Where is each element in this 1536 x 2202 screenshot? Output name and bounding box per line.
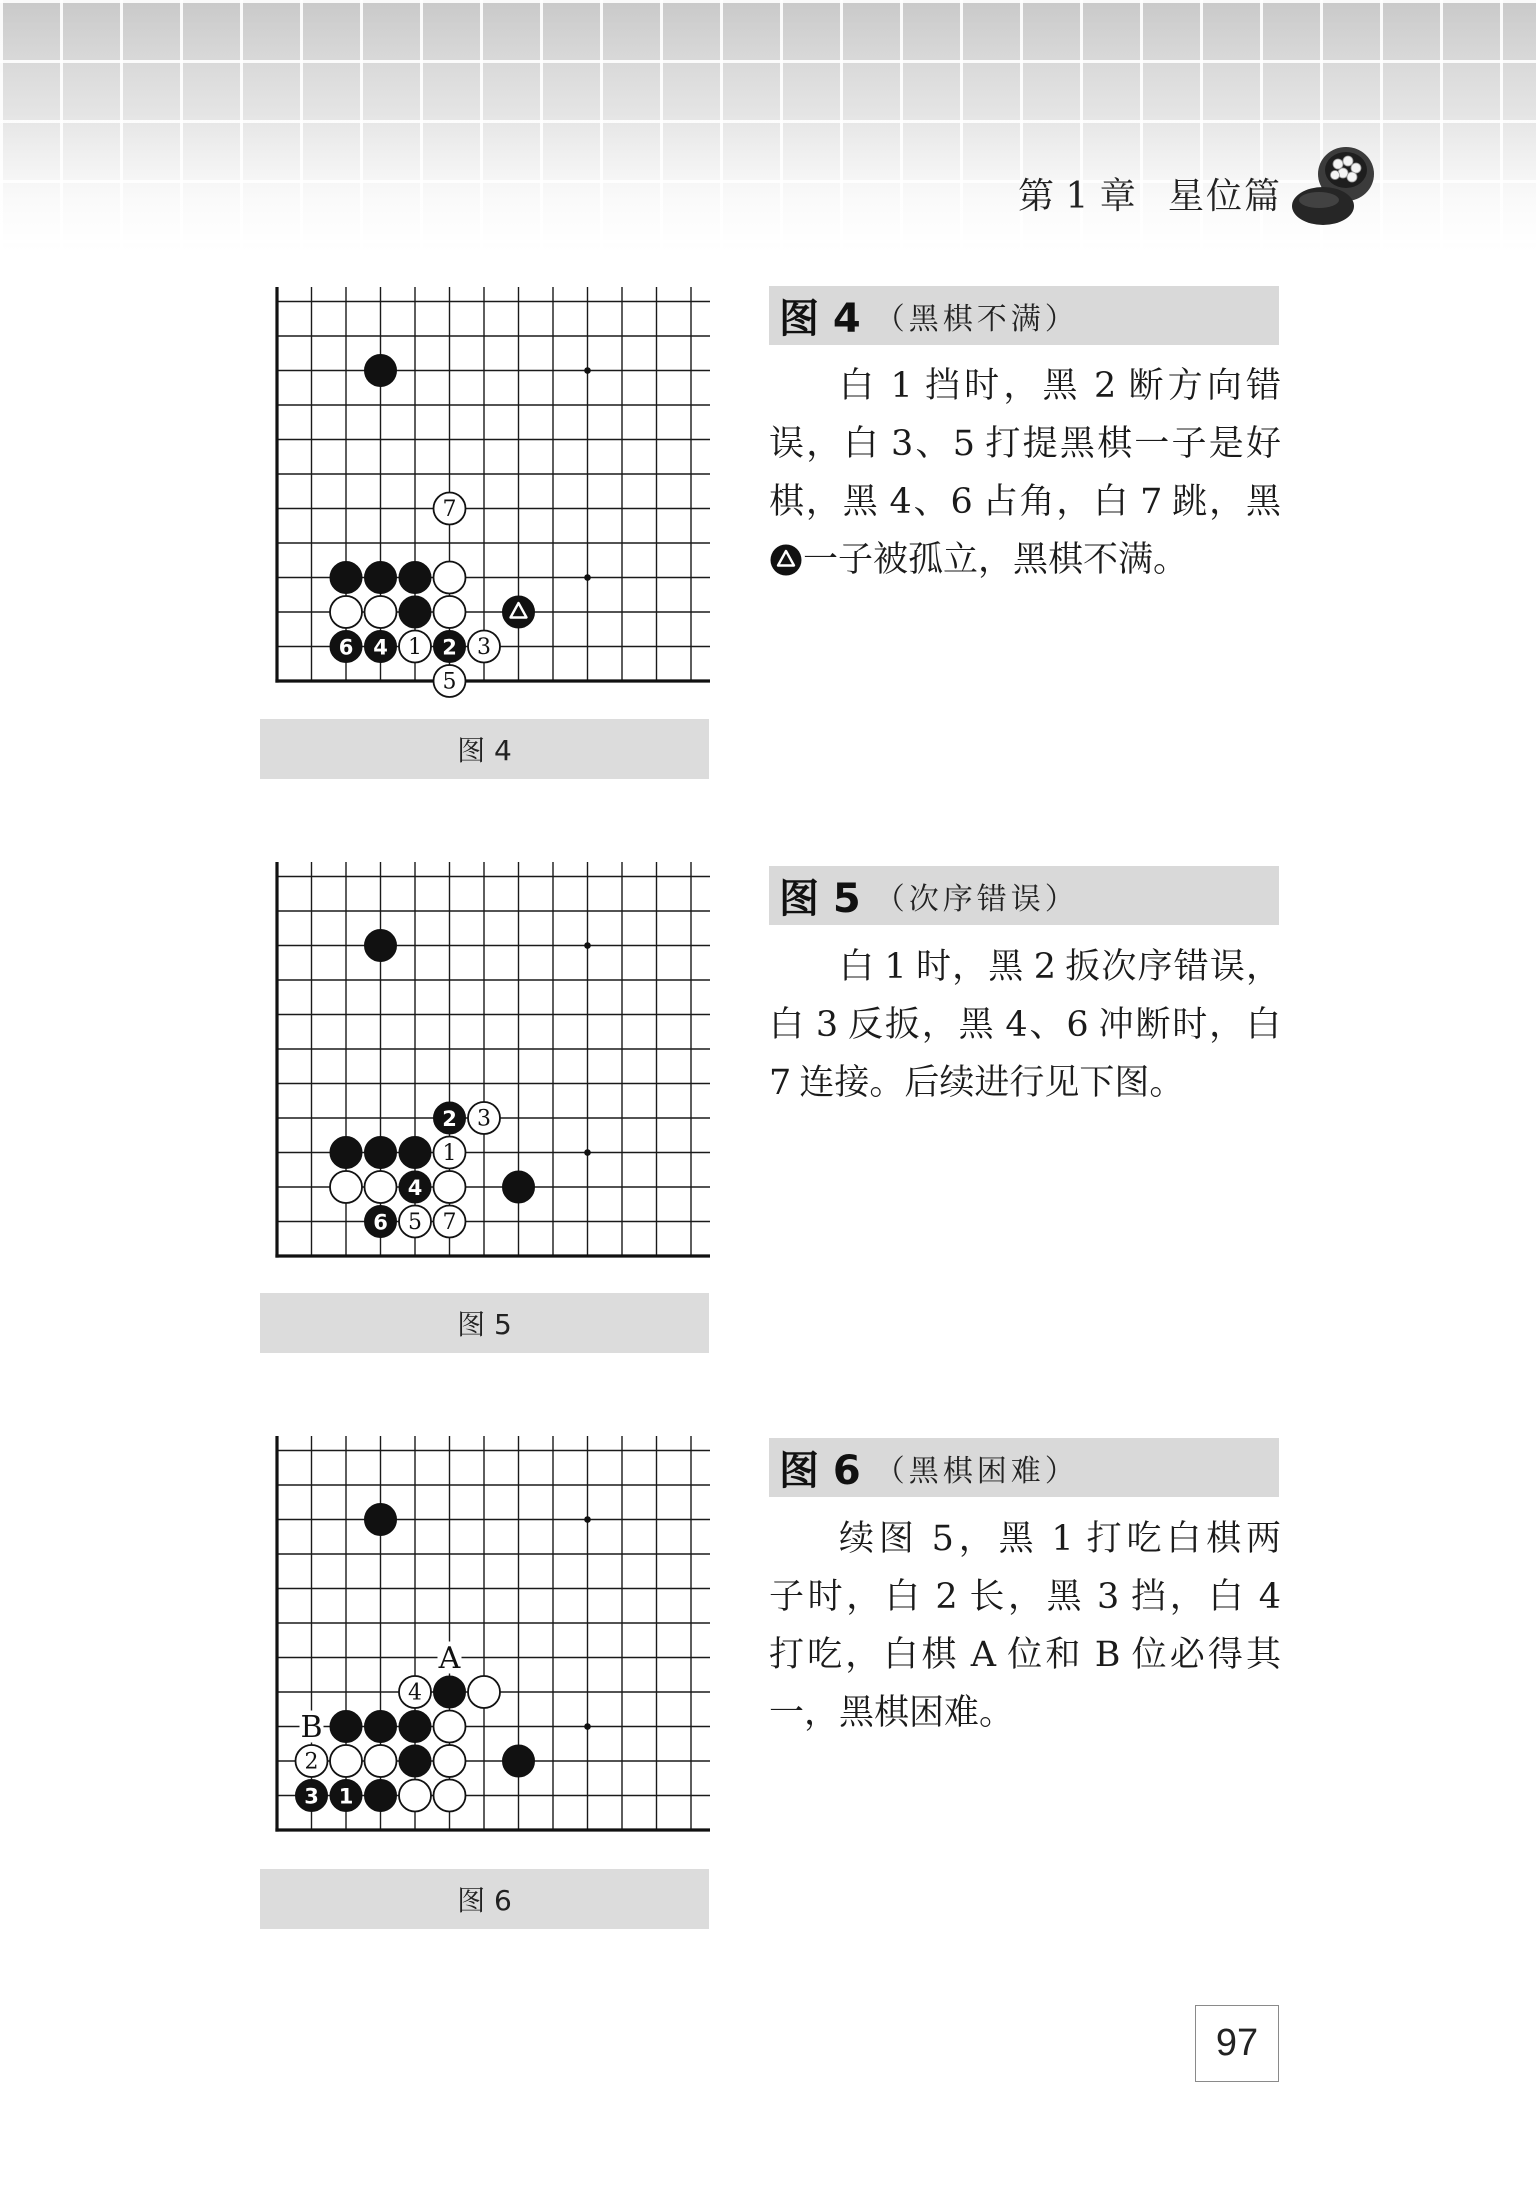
page-number [1195,2005,1279,2082]
text-line: 打吃，白棋 A 位和 B 位必得其 [769,1635,1281,1675]
move-number: 4 [407,1176,423,1200]
move-number: 3 [477,635,491,660]
chapter-title: 星位篇 [1168,176,1283,217]
figure-heading-note: （黑棋困难） [874,1453,1079,1489]
text-line [769,531,1281,589]
black-stone [365,1504,397,1536]
point-label-B: B [300,1710,323,1745]
move-number: 1 [442,1141,457,1166]
text-line: 白 3 反扳，黑 4、6 冲断时，白 [769,1005,1281,1045]
figure-heading-label: 图 5 [779,876,861,922]
star-point [584,1516,591,1523]
move-number: 2 [442,1107,457,1131]
move-number: 2 [304,1749,319,1775]
white-stone [434,1780,466,1812]
black-stone [399,1137,431,1169]
white-stone [434,1745,466,1777]
white-stone [330,1171,362,1203]
black-stone [365,562,397,594]
white-stone [330,596,362,628]
move-number: 7 [442,1210,457,1235]
star-point [584,1149,591,1156]
move-number: 6 [373,1210,388,1235]
figure-heading-label: 图 4 [779,296,861,342]
page-header [0,0,1536,253]
text-line: 白 1 时，黑 2 扳次序错误， [839,947,1281,987]
black-stone [365,1137,397,1169]
go-board-diagram [253,858,717,1278]
black-stone [330,562,362,594]
move-number: 1 [408,635,422,660]
figure-caption [260,1293,709,1353]
figure-caption [260,1869,709,1929]
text-line-content: 一子被孤立，黑棋不满。 [803,540,1189,580]
black-stone [365,355,397,387]
white-stone [434,1711,466,1743]
black-stone [434,1676,466,1708]
figure-heading [769,286,1279,345]
figure-heading-note: （次序错误） [874,881,1079,917]
black-stone [365,1780,397,1812]
white-stone [468,1676,500,1708]
black-stone [365,1711,397,1743]
move-number: 6 [338,635,354,660]
move-number: 1 [338,1784,354,1809]
black-stone [330,1711,362,1743]
figure-caption-text: 图 5 [457,1308,512,1341]
star-point [584,574,591,581]
text-line: 子时，白 2 长，黑 3 挡，白 4 [769,1577,1281,1617]
go-stone-bowl-icon [1290,138,1376,228]
figure-description [769,357,1281,589]
figure-caption-text: 图 4 [457,734,512,767]
move-number: 4 [373,635,388,660]
white-stone [365,596,397,628]
text-line: 一，黑棋困难。 [769,1693,1015,1733]
move-number: 2 [442,635,457,660]
text-line: 棋，黑 4、6 占角，白 7 跳，黑 [769,482,1281,522]
black-stone [399,596,431,628]
text-line: 续图 5，黑 1 打吃白棋两 [839,1519,1281,1559]
chapter-number: 第 1 章 [1018,176,1136,217]
figure-caption [260,719,709,779]
white-stone [434,1171,466,1203]
white-stone [434,562,466,594]
black-stone [365,930,397,962]
text-line: 7 连接。后续进行见下图。 [769,1063,1185,1103]
figure-heading-label: 图 6 [779,1448,861,1494]
move-number: 7 [442,497,457,522]
figure-description [769,938,1281,1112]
move-number: 4 [408,1680,422,1706]
black-stone [399,562,431,594]
black-stone [330,1137,362,1169]
text-line: 误，白 3、5 打提黑棋一子是好 [769,424,1281,464]
go-board-diagram [253,283,717,703]
white-stone [399,1780,431,1812]
black-stone-triangle-icon [769,543,803,577]
page-number-text: 97 [1215,2022,1259,2064]
figure-heading-note: （黑棋不满） [874,301,1079,337]
figure-heading [769,866,1279,925]
white-stone [365,1171,397,1203]
figure-caption-text: 图 6 [457,1884,512,1917]
move-number: 5 [408,1210,422,1235]
white-stone [330,1745,362,1777]
black-stone [399,1745,431,1777]
figure-description [769,1510,1281,1742]
text-line: 白 1 挡时，黑 2 断方向错 [839,366,1281,406]
black-stone [399,1711,431,1743]
figure-heading [769,1438,1279,1497]
white-stone [434,596,466,628]
black-stone [503,1745,535,1777]
go-board-diagram [253,1432,717,1852]
move-number: 3 [477,1106,491,1132]
move-number: 5 [442,669,457,695]
black-stone [503,1171,535,1203]
star-point [584,367,591,374]
star-point [584,1723,591,1730]
star-point [584,942,591,949]
white-stone [365,1745,397,1777]
black-stone [503,596,535,628]
point-label-A: A [438,1641,461,1676]
move-number: 3 [304,1784,319,1809]
